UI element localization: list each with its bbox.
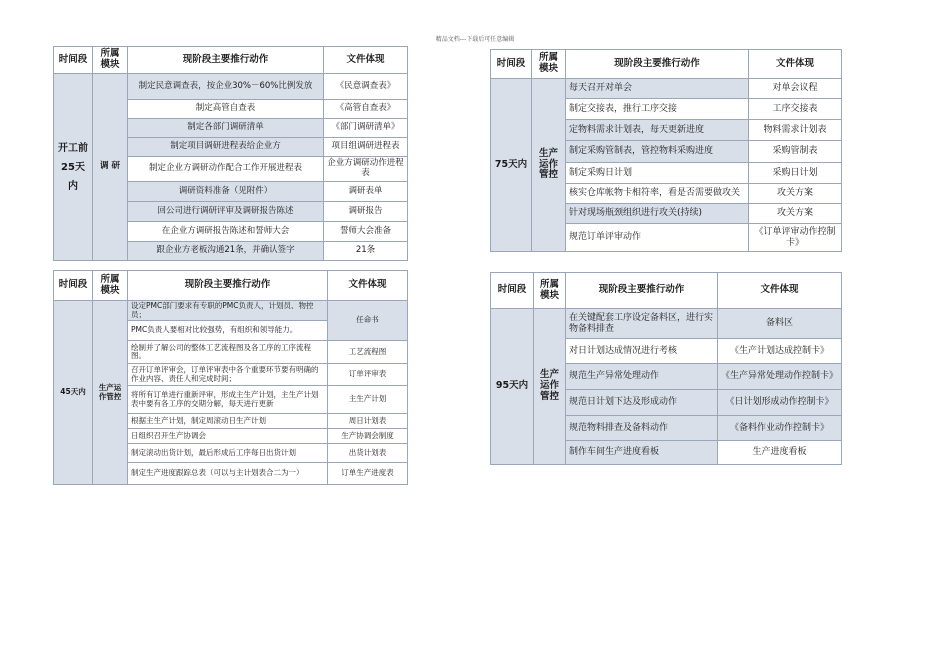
doc-cell: 《部门调研清单》 [324, 119, 408, 138]
doc-cell: 工序交接表 [749, 99, 842, 120]
doc-cell: 工艺流程图 [328, 341, 408, 364]
action-cell: 召开订单评审会，订单评审表中各个重要环节要有明确的作业内容、责任人和完成时间； [128, 364, 328, 386]
doc-cell: 采购日计划 [749, 163, 842, 184]
header-period: 时间段 [54, 47, 93, 74]
table-row [491, 79, 842, 99]
action-cell: 制定项目调研进程表给企业方 [128, 138, 324, 157]
table-45-days [53, 270, 408, 485]
action-cell: 针对现场瓶颈组织进行攻关(持续) [566, 204, 749, 224]
action-cell: 回公司进行调研评审及调研报告陈述 [128, 202, 324, 222]
doc-cell: 21条 [324, 242, 408, 261]
doc-cell: 生产协调会制度 [328, 429, 408, 444]
header-module: 所属模块 [93, 271, 128, 301]
action-cell: 规范日计划下达及形成动作 [566, 390, 718, 416]
action-cell: 在关键配套工序设定备料区，进行实物备料排查 [566, 309, 718, 339]
module-cell: 调 研 [93, 74, 128, 261]
action-cell: 将所有订单进行重新评审，形成主生产计划，主生产计划表中要有各工序的交期分解，每天进行更新 [128, 386, 328, 414]
header-module: 所属模块 [93, 47, 128, 74]
doc-cell: 调研报告 [324, 202, 408, 222]
doc-cell: 《高管自查表》 [324, 100, 408, 119]
header-period: 时间段 [54, 271, 93, 301]
table-header-row [54, 47, 408, 74]
doc-cell: 订单评审表 [328, 364, 408, 386]
table-header-row [491, 273, 842, 309]
doc-cell: 出货计划表 [328, 444, 408, 463]
action-cell: 对日计划达成情况进行考核 [566, 339, 718, 364]
period-cell: 75天内 [491, 79, 532, 252]
header-action: 现阶段主要推行动作 [566, 273, 718, 309]
doc-cell: 誓师大会准备 [324, 222, 408, 242]
doc-cell: 对单会议程 [749, 79, 842, 99]
doc-cell: 订单生产进度表 [328, 463, 408, 485]
period-cell: 45天内 [54, 301, 93, 485]
action-cell: 规范物料排查及备料动作 [566, 416, 718, 441]
header-action: 现阶段主要推行动作 [128, 47, 324, 74]
doc-cell: 攻关方案 [749, 204, 842, 224]
header-doc: 文件体现 [328, 271, 408, 301]
doc-cell: 《日计划形成动作控制卡》 [718, 390, 842, 416]
action-cell: 制定各部门调研清单 [128, 119, 324, 138]
action-cell: 制定采购管制表，管控物料采购进度 [566, 141, 749, 163]
table-75-days [490, 49, 842, 252]
header-period: 时间段 [491, 50, 532, 79]
header-doc: 文件体现 [718, 273, 842, 309]
action-cell: 根据主生产计划，制定周滚动日生产计划 [128, 414, 328, 429]
header-doc: 文件体现 [324, 47, 408, 74]
action-cell: 制定企业方调研动作配合工作开展进程表 [128, 157, 324, 182]
doc-cell: 《民意调查表》 [324, 74, 408, 100]
action-cell: 制定滚动出货计划，最后形成后工序每日出货计划 [128, 444, 328, 463]
action-cell: 设定PMC部门要求有专职的PMC负责人，计划员、物控员； [128, 301, 328, 321]
header-doc: 文件体现 [749, 50, 842, 79]
action-cell: 日组织召开生产协调会 [128, 429, 328, 444]
table-row [491, 309, 842, 339]
header-module: 所属模块 [534, 273, 566, 309]
action-cell: 制定民意调查表，按企业30%－60%比例发放 [128, 74, 324, 100]
table-header-row [491, 50, 842, 79]
doc-cell: 采购管制表 [749, 141, 842, 163]
action-cell: 在企业方调研报告陈述和誓师大会 [128, 222, 324, 242]
action-cell: 调研资料准备（见附件） [128, 182, 324, 202]
table-95-days [490, 272, 842, 465]
doc-cell: 调研表单 [324, 182, 408, 202]
doc-cell: 主生产计划 [328, 386, 408, 414]
action-cell: 规范生产异常处理动作 [566, 364, 718, 390]
module-cell: 生产运作管控 [93, 301, 128, 485]
doc-cell: 攻关方案 [749, 184, 842, 204]
action-cell: PMC负责人要相对比较强势，有组织和领导能力。 [128, 321, 328, 341]
doc-cell: 《生产计划达成控制卡》 [718, 339, 842, 364]
action-cell: 制定交接表，推行工序交接 [566, 99, 749, 120]
table-row [54, 74, 408, 100]
period-cell: 95天内 [491, 309, 534, 465]
header-action: 现阶段主要推行动作 [566, 50, 749, 79]
action-cell: 制定生产进度跟踪总表（可以与主计划表合二为一） [128, 463, 328, 485]
module-cell: 生产 运作 管控 [534, 309, 566, 465]
period-cell: 开工前 25天内 [54, 74, 93, 261]
doc-cell: 任命书 [328, 301, 408, 341]
action-cell: 核实仓库帐物卡相符率，看是否需要做攻关 [566, 184, 749, 204]
module-cell: 生产 运作 管控 [532, 79, 566, 252]
doc-cell: 项目组调研进程表 [324, 138, 408, 157]
action-cell: 制定采购日计划 [566, 163, 749, 184]
action-cell: 绘制并了解公司的整体工艺流程图及各工序的工序流程图。 [128, 341, 328, 364]
table-header-row [54, 271, 408, 301]
table-row [54, 301, 408, 321]
action-cell: 定物料需求计划表，每天更新进度 [566, 120, 749, 141]
doc-cell: 《备料作业动作控制卡》 [718, 416, 842, 441]
doc-cell: 周日计划表 [328, 414, 408, 429]
doc-cell: 备料区 [718, 309, 842, 339]
header-action: 现阶段主要推行动作 [128, 271, 328, 301]
doc-cell: 企业方调研动作进程表 [324, 157, 408, 182]
doc-cell: 生产进度看板 [718, 441, 842, 465]
action-cell: 每天召开对单会 [566, 79, 749, 99]
table-pre-start-25-days [53, 46, 408, 261]
action-cell: 制定高管自查表 [128, 100, 324, 119]
header-note: 精品文档---下载后可任意编辑 [435, 36, 515, 43]
action-cell: 规范订单评审动作 [566, 224, 749, 252]
action-cell: 跟企业方老板沟通21条，并确认签字 [128, 242, 324, 261]
doc-cell: 《订单评审动作控制卡》 [749, 224, 842, 252]
doc-cell: 《生产异常处理动作控制卡》 [718, 364, 842, 390]
action-cell: 制作车间生产进度看板 [566, 441, 718, 465]
header-period: 时间段 [491, 273, 534, 309]
doc-cell: 物料需求计划表 [749, 120, 842, 141]
header-module: 所属模块 [532, 50, 566, 79]
